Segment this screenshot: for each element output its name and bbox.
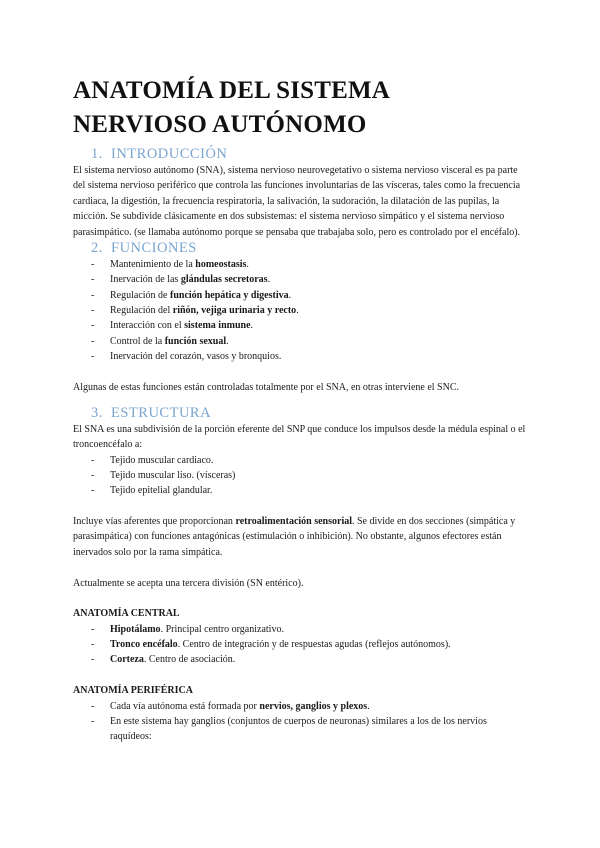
periferica-list [73,699,528,745]
central-list [73,622,528,668]
section-heading-funciones [73,240,528,257]
document-title [73,74,528,142]
list-item: - Hipotálamo. Principal centro organizativo. [73,622,528,637]
list-item: - Regulación de función hepática y digestiva. [73,288,528,303]
section-number: 3. [91,404,103,421]
list-item: - Tronco encéfalo. Centro de integración y de respuestas agudas (reflejos autónomos). [73,637,528,652]
list-item: - Tejido muscular liso. (vísceras) [73,468,528,483]
list-item: - Control de la función sexual. [73,334,528,349]
subheading-anatomia-periferica: ANATOMÍA PERIFÉRICA [73,685,193,697]
list-item: - Inervación de las glándulas secretoras. [73,272,528,287]
section-title: INTRODUCCIÓN [111,146,228,162]
section-number: 2. [91,240,103,257]
list-item: - Mantenimiento de la homeostasis. [73,257,528,272]
list-item: - En este sistema hay ganglios (conjuntos de cuerpos de neuronas) similares a los de los nervios raquídeos: [73,714,528,745]
section-title: ESTRUCTURA [111,404,212,421]
funciones-list [73,257,528,364]
title-line-1: ANATOMÍA DEL SISTEMA [73,77,391,104]
intro-paragraph: El sistema nervioso autónomo (SNA), sistema nervioso neurovegetativo o sistema nervioso visceral es pa parte del sistema nervioso periférico que controla las funciones involuntarias de las vísceras, tales como la frecuencia cardiaca, la digestión, la frecuencia respiratoria, la salivación, la sudoración, la dilatación de las pupilas, la micción. Se subdivide clásicamente en dos subsistemas: el sistema nervioso simpático y el sistema nervioso parasimpático. (se llamaba autónomo porque se pensaba que trabajaba solo, pero es controlado por el encéfalo). [73,165,521,238]
tercera-division-paragraph: Actualmente se acepta una tercera división (SN entérico). [73,577,304,589]
section-title: FUNCIONES [111,240,197,257]
list-item: - Tejido muscular cardiaco. [73,453,528,468]
list-item: - Tejido epitelial glandular. [73,483,528,498]
subheading-anatomia-central: ANATOMÍA CENTRAL [73,608,180,620]
estructura-intro: El SNA es una subdivisión de la porción eferente del SNP que conduce los impulsos desde la médula espinal o el troncoencéfalo a: [73,423,526,451]
document-page [73,74,528,744]
list-item: - Cada vía autónoma está formada por nervios, ganglios y plexos. [73,699,528,714]
estructura-paragraph: Incluye vías aferentes que proporcionan retroalimentación sensorial. Se divide en dos secciones (simpática y parasimpática) con funciones antagónicas (estimulación o inhibición). No obstante, algunos efectores están inervados solo por la rama simpática. [73,516,516,558]
tejidos-list [73,453,528,499]
list-item: - Corteza. Centro de asociación. [73,652,528,667]
section-heading-introduccion [73,146,528,163]
section-heading-estructura [73,405,528,422]
funciones-note: Algunas de estas funciones están controladas totalmente por el SNA, en otras interviene el SNC. [73,381,460,393]
section-number: 1. [91,146,103,162]
list-item: - Inervación del corazón, vasos y bronquios. [73,349,528,364]
list-item: - Interacción con el sistema inmune. [73,318,528,333]
title-line-2: NERVIOSO AUTÓNOMO [73,111,367,138]
list-item: - Regulación del riñón, vejiga urinaria y recto. [73,303,528,318]
